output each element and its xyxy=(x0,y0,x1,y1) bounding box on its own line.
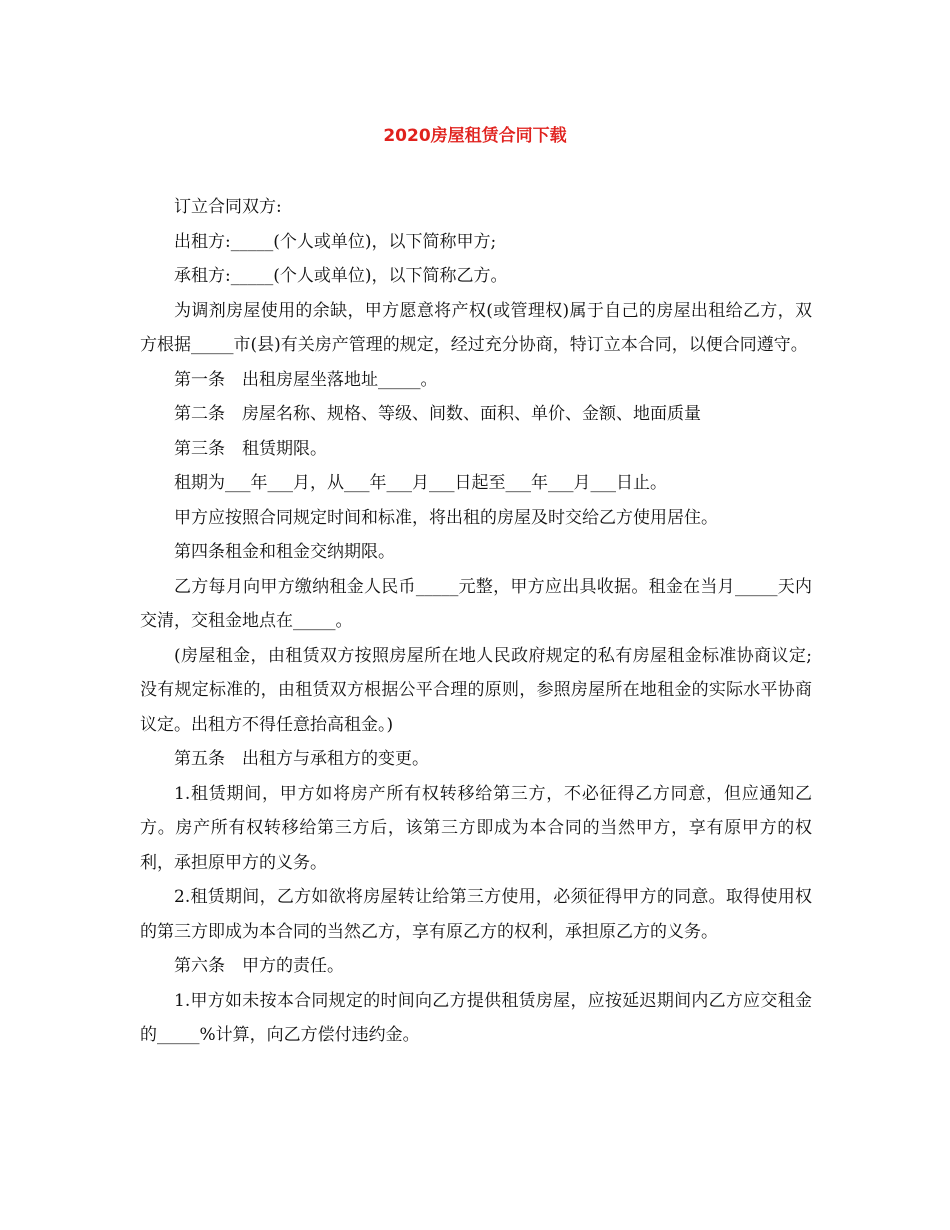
paragraph-duty-1: 1.甲方如未按本合同规定的时间向乙方提供租赁房屋，应按延迟期间内乙方应交租金的_____%计算，向乙方偿付违约金。 xyxy=(140,990,812,1045)
paragraph-article-3: 第三条 租赁期限。 xyxy=(174,438,327,459)
document-body xyxy=(140,190,812,1053)
paragraph-preamble: 为调剂房屋使用的余缺，甲方愿意将产权(或管理权)属于自己的房屋出租给乙方，双方根据_____市(县)有关房产管理的规定，经过充分协商，特订立本合同，以便合同遵守。 xyxy=(140,300,812,355)
paragraph-lease-term: 租期为___年___月，从___年___月___日起至___年___月___日止。 xyxy=(174,473,667,493)
paragraph-rent-payment: 乙方每月向甲方缴纳租金人民币_____元整，甲方应出具收据。租金在当月_____天内交清，交租金地点在_____。 xyxy=(140,576,812,631)
paragraph-handover: 甲方应按照合同规定时间和标准，将出租的房屋及时交给乙方使用居住。 xyxy=(174,507,718,528)
paragraph-article-6: 第六条 甲方的责任。 xyxy=(174,956,344,976)
paragraph-article-1: 第一条 出租房屋坐落地址_____。 xyxy=(174,369,438,390)
paragraph-article-4: 第四条租金和租金交纳期限。 xyxy=(174,542,395,562)
document-title: 2020房屋租赁合同下载 xyxy=(383,126,567,146)
paragraph-article-2: 第二条 房屋名称、规格、等级、间数、面积、单价、金额、地面质量 xyxy=(174,404,701,424)
paragraph-rent-note: (房屋租金，由租赁双方按照房屋所在地人民政府规定的私有房屋租金标准协商议定;没有规定标准的，由租赁双方根据公平合理的原则，参照房屋所在地租金的实际水平协商议定。出租方不得任意抬高租金。) xyxy=(140,645,812,735)
paragraph-article-5: 第五条 出租方与承租方的变更。 xyxy=(174,749,429,769)
paragraph-lessor: 出租方:_____(个人或单位)，以下简称甲方; xyxy=(174,231,497,252)
paragraph-parties: 订立合同双方: xyxy=(174,197,282,217)
paragraph-change-1: 1.租赁期间，甲方如将房产所有权转移给第三方，不必征得乙方同意，但应通知乙方。房产所有权转移给第三方后，该第三方即成为本合同的当然甲方，享有原甲方的权利，承担原甲方的义务。 xyxy=(140,783,812,873)
paragraph-change-2: 2.租赁期间，乙方如欲将房屋转让给第三方使用，必须征得甲方的同意。取得使用权的第三方即成为本合同的当然乙方，享有原乙方的权利，承担原乙方的义务。 xyxy=(140,887,812,942)
paragraph-lessee: 承租方:_____(个人或单位)，以下简称乙方。 xyxy=(174,266,508,286)
